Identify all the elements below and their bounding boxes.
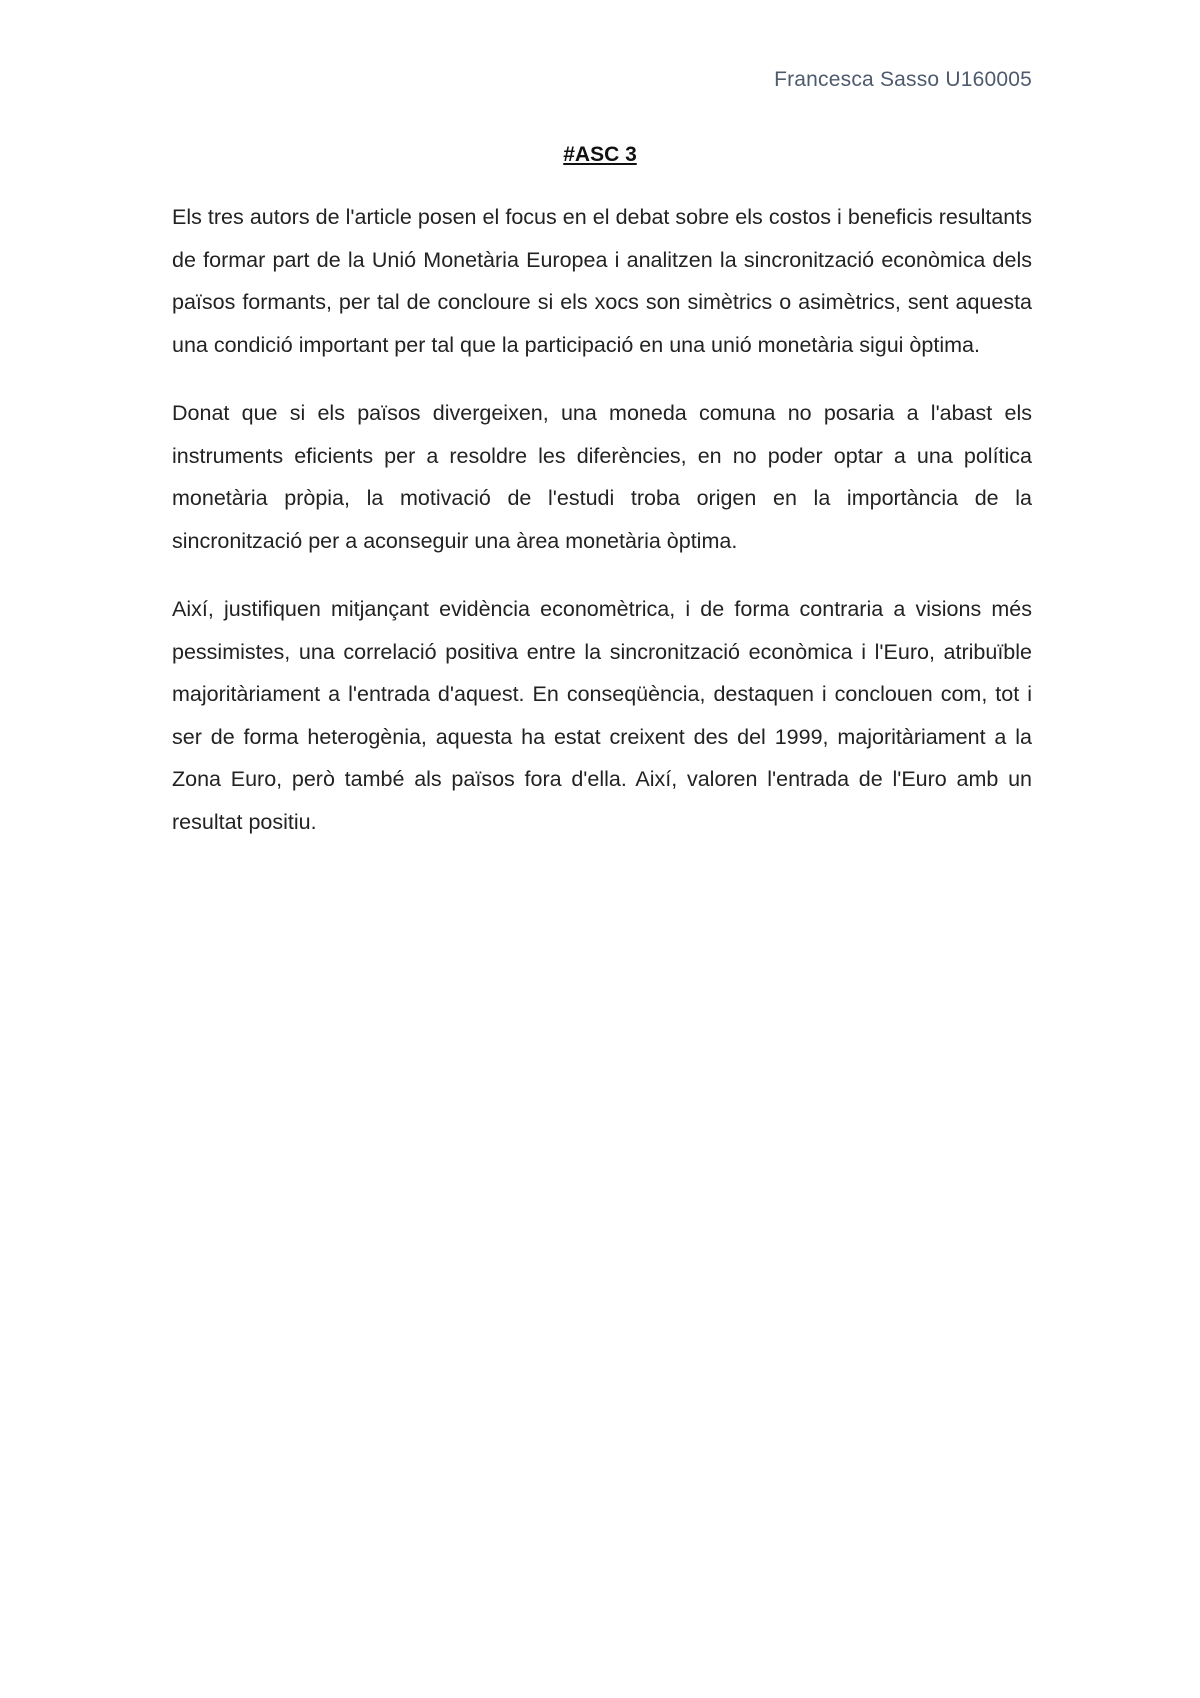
document-body <box>172 196 1032 869</box>
paragraph-1: Els tres autors de l'article posen el focus en el debat sobre els costos i beneficis resultants de formar part de la Unió Monetària Europea i analitzen la sincronització econòmica dels països formants, per tal de concloure si els xocs son simètrics o asimètrics, sent aquesta una condició important per tal que la participació en una unió monetària sigui òptima. <box>172 205 1032 357</box>
paragraph-2: Donat que si els països divergeixen, una moneda comuna no posaria a l'abast els instruments eficients per a resoldre les diferències, en no poder optar a una política monetària pròpia, la motivació de l'estudi troba origen en la importància de la sincronització per a aconseguir una àrea monetària òptima. <box>172 401 1032 553</box>
header-author: Francesca Sasso U160005 <box>774 68 1032 91</box>
page-title: #ASC 3 <box>563 143 637 166</box>
paragraph-3: Així, justifiquen mitjançant evidència economètrica, i de forma contraria a visions més pessimistes, una correlació positiva entre la sincronització econòmica i l'Euro, atribuïble majoritàriament a l'entrada d'aquest. En conseqüència, destaquen i conclouen com, tot i ser de forma heterogènia, aquesta ha estat creixent des del 1999, majoritàriament a la Zona Euro, però també als països fora d'ella. Així, valoren l'entrada de l'Euro amb un resultat positiu. <box>172 597 1032 834</box>
